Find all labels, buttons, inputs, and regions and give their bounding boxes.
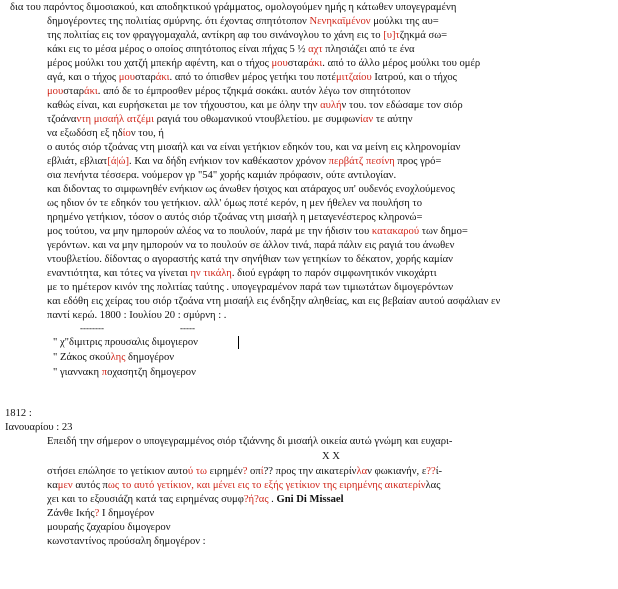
document-line: Επειδή την σήμερον ο υπογεγραμμένος σιόρ τζιάννης δι μισαήλ οικεία αυτώ γνώμη και ευχαρι-	[47, 436, 453, 447]
document-line: γερόντων. και να μην ημπορούν να το πουλούν σε άλλον τινά, παρά πάλιν εις ραγιά του άνωθεν	[47, 240, 455, 251]
document-line: της πολιτίας εις τον φραγγομαχαλά, αντίκρη αφ του σινάνογλου το χάνη εις το [υ]τζηκμά σω=	[47, 30, 448, 41]
signature-line: " γιαννακη ποχασητζη δημογερον	[53, 367, 196, 378]
document-line: χει και το εξουσιάζη κατά τας ειρημένας συμφ?ή?ας . Gni Di Missael	[47, 494, 344, 505]
document-line: στήσει επώλησε το γετίκιον αυτού τω ειρημέν? οπί?? προς την αικατερίνλαν φωκιανήν, ε??ί-	[47, 466, 443, 477]
dashed-rule: --------	[80, 323, 104, 333]
document-line: ντουβλετίου. δίδοντας ο αγοραστής κατά την σηνήθιαν των γετηκίων το δέκατον, χορής καμίαν	[47, 254, 453, 265]
dashed-rule: -----	[180, 323, 195, 333]
signature-line: μουραής ζαχαρίου διμογερον	[47, 522, 171, 533]
document-line: ο αυτός σιόρ τζοάνας ντη μισαήλ και να είναι γετήκιον εδηκόν του, και να μείνη εις κληρονομίαν	[47, 142, 461, 153]
signature-line: " χ"διμιτρις προυσαλις διμογιερον	[53, 337, 198, 348]
document-line: καμεν αυτός πως το αυτό γετίκιον, και μένει εις το εξής γετίκιον της ειρημένης αικατερίνλας	[47, 480, 441, 491]
document-line: και εδόθη εις χείρας του σιόρ τζοάνα ντη μισαήλ εις ένδηξην αληθείας, και εις βεβαίαν αυτού ασφάλιαν εν	[47, 296, 501, 307]
document-line: μέρος μούλκι του χατζή μπεκήρ αφέντη, και ο τήχος μουσταράκι. από το άλλο μέρος μούλκι του ομέρ	[47, 58, 481, 69]
marginal-marks: X X	[322, 451, 340, 462]
document-line: μουσταράκι. από δε το έμπροσθεν μέρος τζηκμά σοκάκι. αυτόν λέγω τον σπητότοπον	[47, 86, 411, 97]
document-line: δημογέροντες της πολιτίας σμύρνης. ότι έχοντας σπητότοπον Νενηκαϊμένον μούλκι της αυ=	[47, 16, 439, 27]
document-line: αγά, και ο τήχος μουσταράκι. από το όπισθεν μέρος γετήκι του ποτέμιτζαίου Ιατρού, και ο τήχος	[47, 72, 457, 83]
document-line: να εξωδόση εξ ηδίον του, ή	[47, 128, 164, 139]
date-heading: Ιανουαρίου : 23	[5, 422, 73, 433]
document-line: κάκι εις το μέσα μέρος ο οποίος σπητότοπος είναι πήχας 5 ½ αχτ πλησιάζει από τε ένα	[47, 44, 415, 55]
document-line: σια πενήντα τέσσερα. νούμερον γρ "54" χορής καμιάν πρόφασιν, ούτε αντιλογίαν.	[47, 170, 397, 181]
document-line: τζοάναντη μισαήλ ατζέμι ραγιά του οθωμανικού ντουβλετίου. με συμφωνίαν τε αύτην	[47, 114, 413, 125]
document-line: μος τούτου, να μην ημπορούν αλέος να το πουλούν, παρά με την ήδισιν του κατακαρού των δημο=	[47, 226, 468, 237]
document-line: παντί κερώ. 1800 : Ιουλίου 20 : σμύρνη : .	[47, 310, 227, 321]
signature-line: κωνσταντίνος προύσαλη δημογέρον :	[47, 536, 206, 547]
document-line: εβλιάτ, εβλιατ[ά|ώ]. Και να δήδη ενήκιον τον καθέκαστον χρόνον περβάτζ πεσίνη προς γρό=	[47, 156, 442, 167]
document-line: εναντιότητα, και τότες να γίνεται ην τικάλη. διού εγράφη το παρόν σιμφωνητικόν νικοχάρτι	[47, 268, 437, 279]
document-line: ως ηδιον όν τε εδηκόν του γετήκιον. αλλ' όμως ποτέ κερόν, η μεν ήθελεν να πουλήση το	[47, 198, 422, 209]
signature-line: " Ζάκος σκούλης δημογέρον	[53, 352, 175, 363]
text-cursor	[238, 336, 239, 349]
document-line: ηρημένο γετήκιον, τόσον ο αυτός σιόρ τζοάνας ντη μισαήλ η μεταγενέστερος κληρονώ=	[47, 212, 423, 223]
document-line: και διδοντας το σιμφωνηθέν ενήκιον ως άνωθεν ήσιχος και ατάραχος υπ' ουδενός ενοχλούμενος	[47, 184, 455, 195]
signature-line: Ζάνθε Ικής? Ι δημογέρον	[47, 508, 155, 519]
document-line: δια του παρόντος διμοσιακού, και αποδηκτικού γράμματος, ομολογούμεν ημής η κάτωθεν υπογεγραμένη	[10, 2, 457, 13]
document-line: καθώς είναι, και ευρήσκεται με τον τήχουστου, και με όλην την αυλήν του. τον εδώσαμε τον σιόρ	[47, 100, 463, 111]
document-line: με το ημέτερον κινόν της πολιτίας ταύτης . υπογεγραμένον παρά των τιμιωτάτων διμογερόντων	[47, 282, 454, 293]
year-heading: 1812 :	[5, 408, 32, 419]
